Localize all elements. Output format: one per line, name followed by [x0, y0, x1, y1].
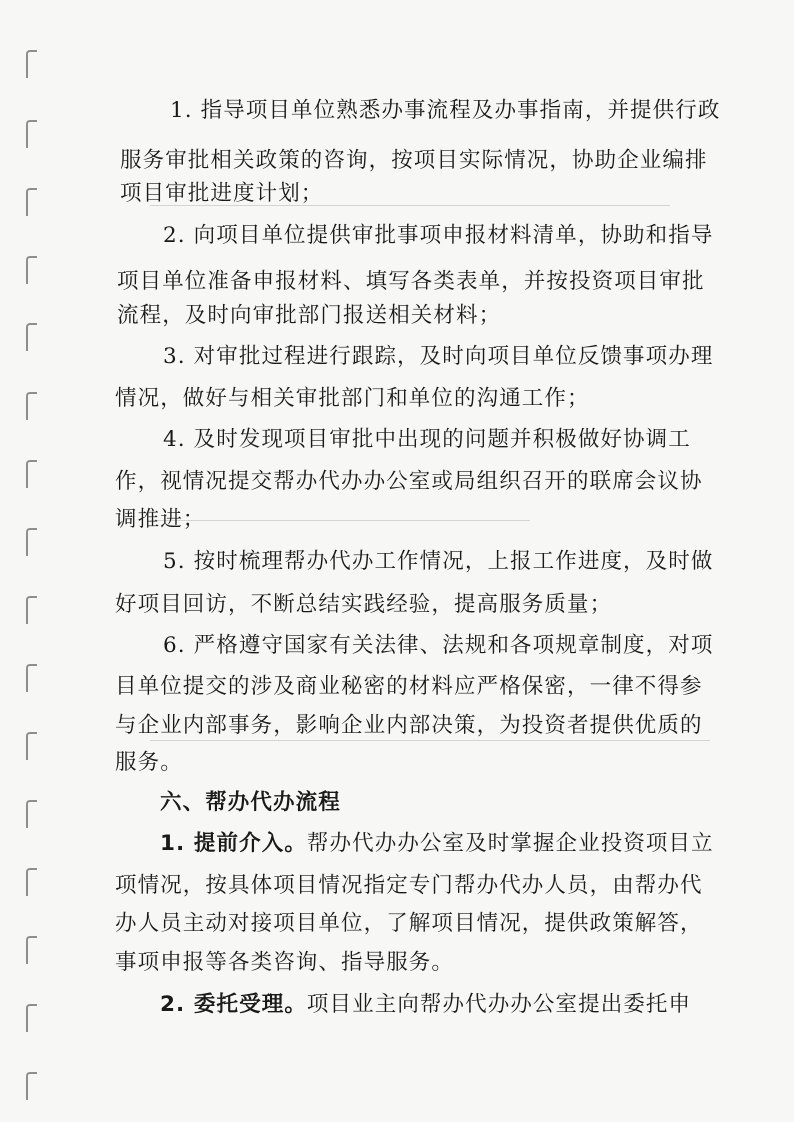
step-2-title: 2. 委托受理。 [160, 992, 307, 1017]
item-6-line-2: 目单位提交的涉及商业秘密的材料应严格保密，一律不得参 [115, 674, 703, 699]
step-1-line-2: 项情况，按具体项目情况指定专门帮办代办人员，由帮办代 [115, 873, 703, 898]
section-heading: 六、帮办代办流程 [160, 790, 341, 815]
item-4-line-3: 调推进； [115, 507, 206, 532]
binding-mark [26, 120, 37, 148]
item-5-line-1: 5. 按时梳理帮办代办工作情况，上报工作进度，及时做 [163, 549, 714, 574]
binding-mark [26, 50, 37, 78]
item-2-line-3: 流程，及时向审批部门报送相关材料； [117, 303, 502, 328]
binding-mark [26, 664, 37, 692]
item-4-line-1: 4. 及时发现项目审批中出现的问题并积极做好协调工 [163, 427, 691, 452]
item-5-line-2: 好项目回访，不断总结实践经验，提高服务质量； [115, 592, 613, 617]
step-2-text: 项目业主向帮办代办办公室提出委托申 [306, 992, 692, 1017]
item-6-line-4: 服务。 [115, 750, 183, 775]
item-6-line-3: 与企业内部事务，影响企业内部决策，为投资者提供优质的 [115, 713, 703, 738]
step-1-line-1 [160, 829, 714, 859]
item-4-line-2: 作，视情况提交帮办代办办公室或局组织召开的联席会议协 [115, 469, 703, 494]
step-1-title: 1. 提前介入。 [160, 831, 307, 856]
step-1-line-4: 事项申报等各类咨询、指导服务。 [115, 950, 455, 975]
item-6-line-1: 6. 严格遵守国家有关法律、法规和各项规章制度，对项 [163, 633, 714, 658]
binding-mark [26, 188, 37, 216]
binding-mark [26, 528, 37, 556]
binding-mark [26, 936, 37, 964]
binding-mark [26, 460, 37, 488]
binding-mark [26, 392, 37, 420]
item-3-line-1: 3. 对审批过程进行跟踪，及时向项目单位反馈事项办理 [163, 344, 714, 369]
item-2-line-2: 项目单位准备申报材料、填写各类表单，并按投资项目审批 [117, 269, 705, 294]
step-2-line-1 [160, 990, 691, 1020]
binding-mark [26, 800, 37, 828]
item-2-line-1: 2. 向项目单位提供审批事项申报材料清单，协助和指导 [163, 223, 714, 248]
step-1-line-3: 办人员主动对接项目单位，了解项目情况，提供政策解答， [115, 911, 703, 936]
item-1-line-2: 服务审批相关政策的咨询，按项目实际情况，协助企业编排 [120, 148, 708, 173]
binding-mark [26, 256, 37, 284]
item-1-line-1: 1. 指导项目单位熟悉办事流程及办事指南，并提供行政 [170, 98, 721, 123]
binding-mark [26, 596, 37, 624]
binding-mark [26, 1004, 37, 1032]
binding-mark [26, 732, 37, 760]
binding-mark [26, 323, 37, 351]
step-1-text: 帮办代办办公室及时掌握企业投资项目立 [306, 831, 714, 856]
item-3-line-2: 情况，做好与相关审批部门和单位的沟通工作； [115, 386, 590, 411]
binding-mark [26, 868, 37, 896]
binding-mark [26, 1072, 37, 1100]
show-through [150, 520, 530, 521]
item-1-line-3: 项目审批进度计划； [120, 181, 324, 206]
